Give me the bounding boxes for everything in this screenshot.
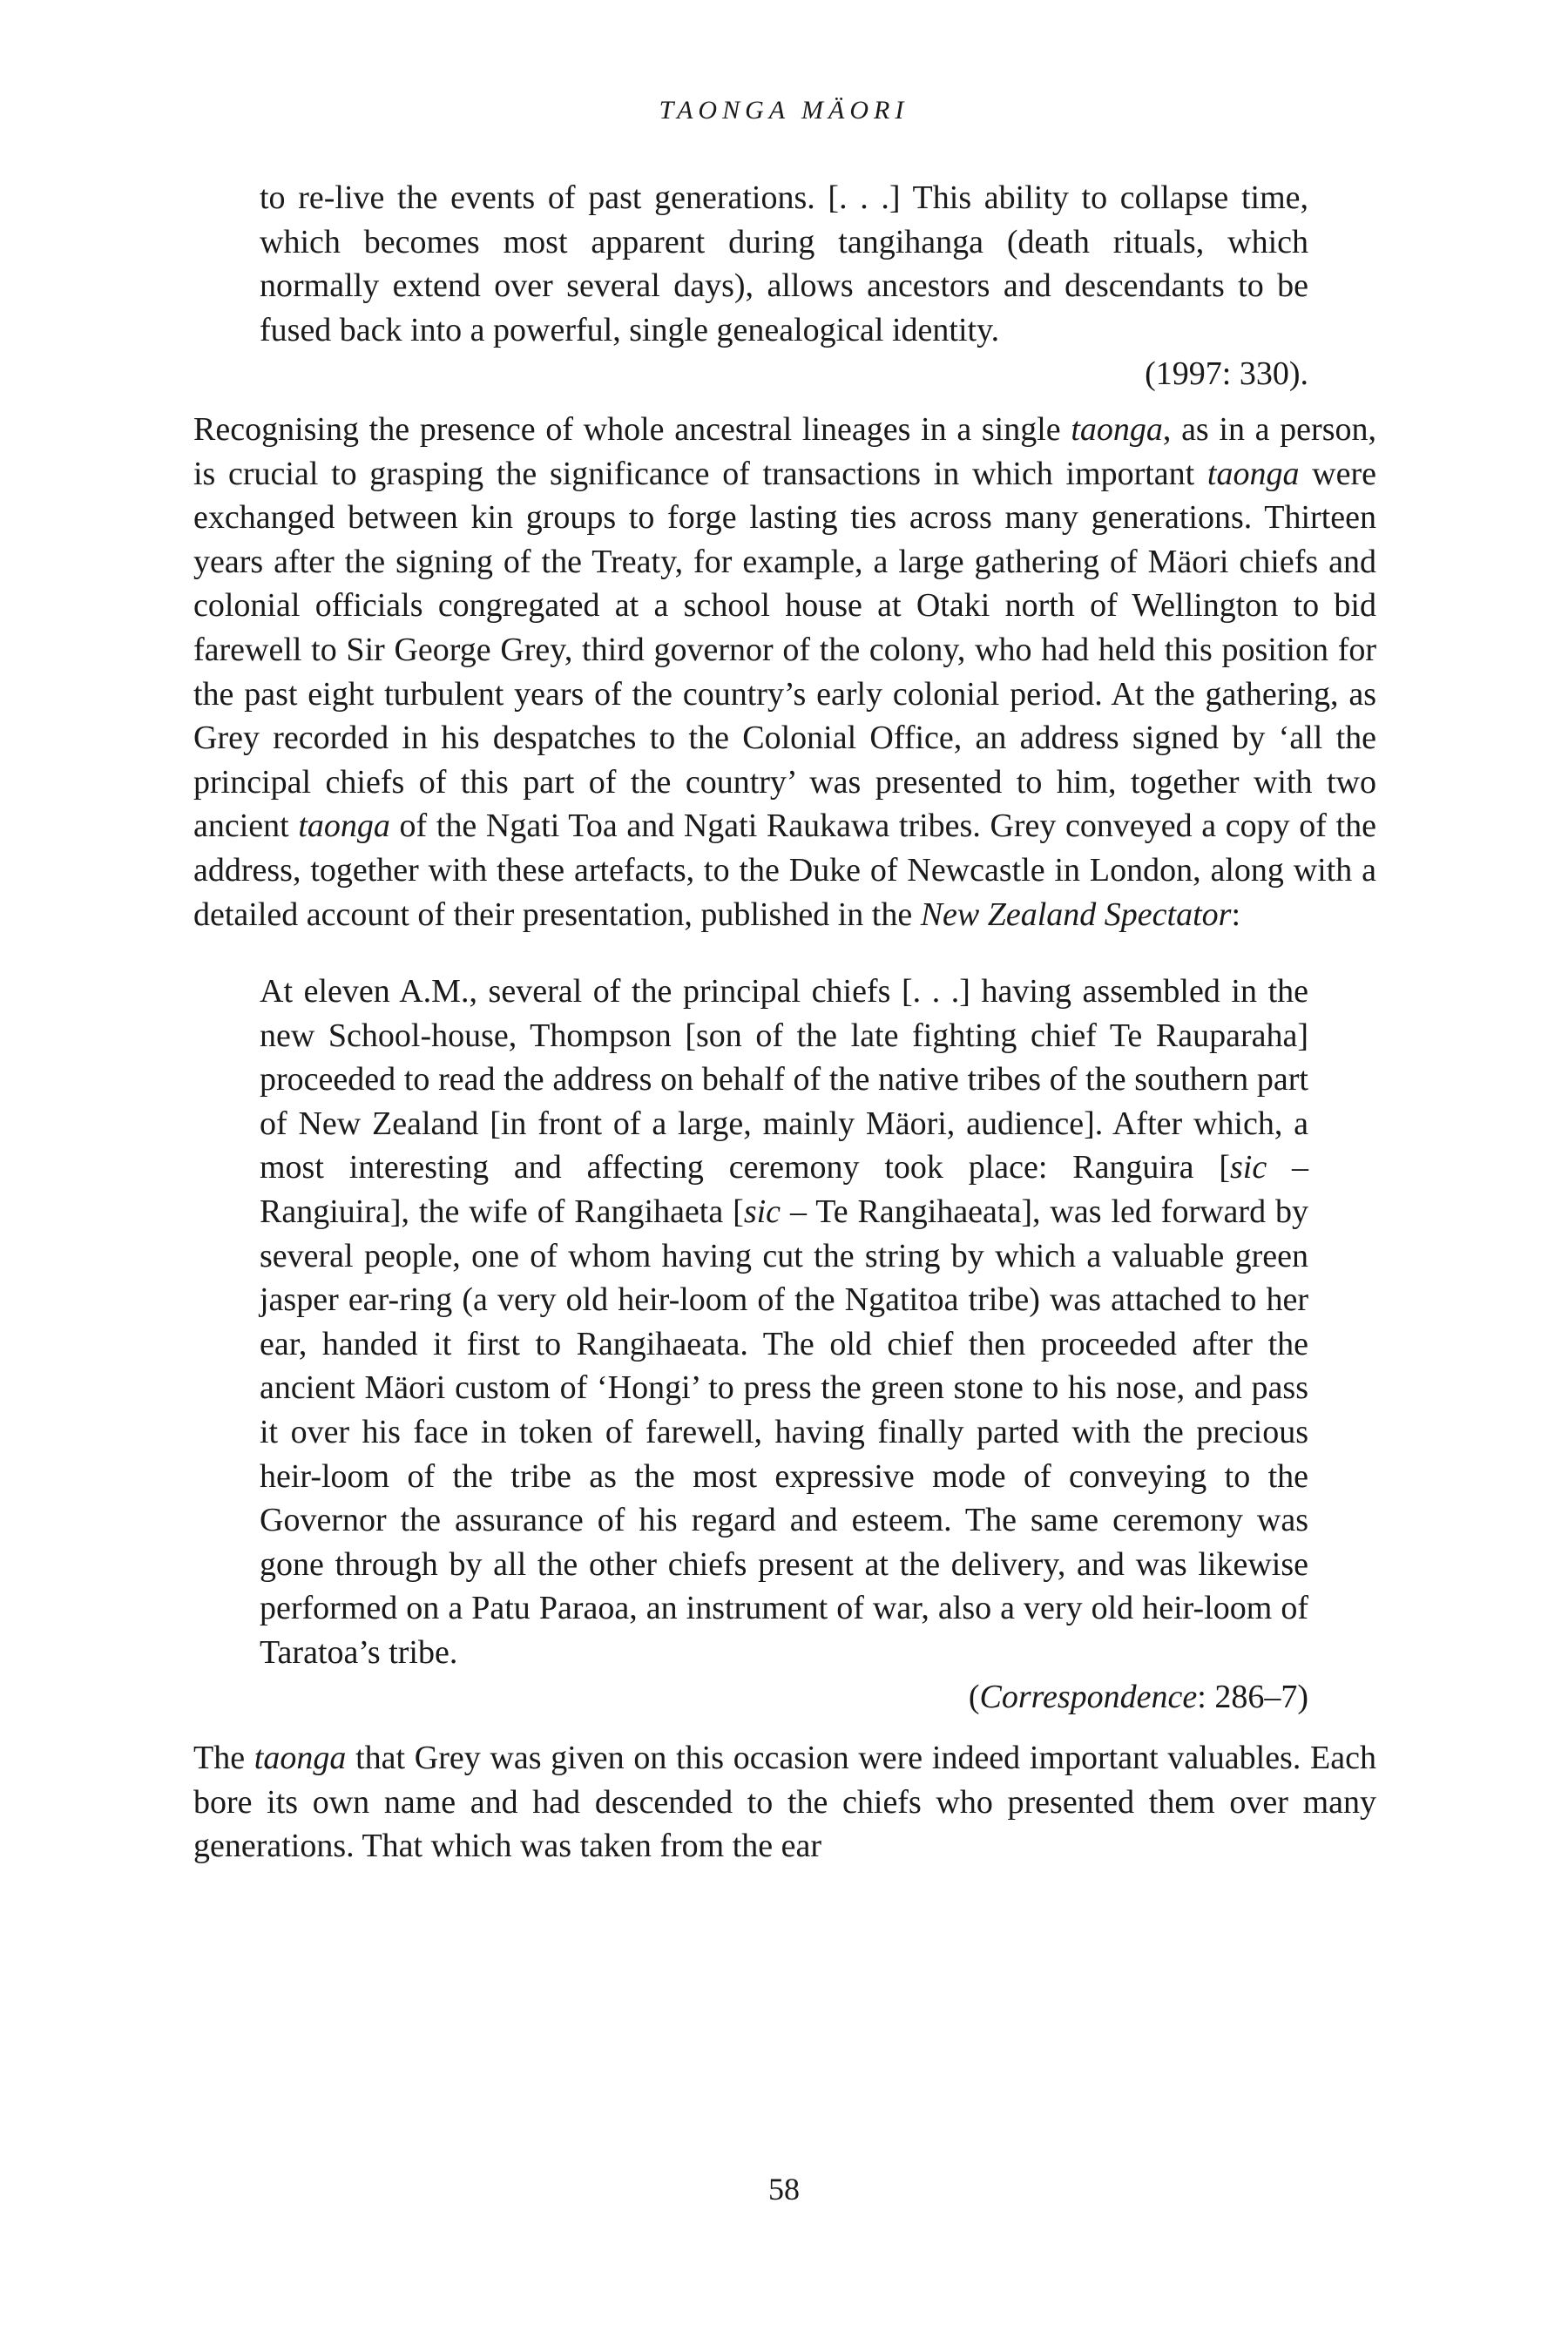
citation-title: Correspondence (979, 1678, 1198, 1715)
term-taonga: taonga (1071, 410, 1163, 448)
page-number: 58 (768, 2172, 800, 2207)
block-quote-marsden (260, 176, 1308, 396)
block-quote-citation: (1997: 330). (1145, 355, 1308, 393)
term-taonga: taonga (298, 808, 390, 845)
block-quote-text: to re-live the events of past generations. [. . .] This ability to collapse time, which becomes most apparent during tangihanga (death rituals, which normally extend over several days), allows ancestors and descendants to be fused back into a powerful, single genealogical identity. (260, 179, 1308, 348)
block-quote-spectator (260, 970, 1308, 1719)
term-sic: sic (743, 1193, 781, 1231)
block-quote-citation: (Correspondence: 286–7) (968, 1678, 1308, 1715)
term-taonga: taonga (1206, 455, 1300, 492)
block-quote-text: At eleven A.M., several of the principal chiefs [. . .] having assembled in the new School-house, Thompson [son of the late fighting chief Te Rauparaha] proceeded to read the address on behalf of the native tribes of the southern part of New Zealand [in front of a large, mainly Mäori, audience]. After which, a most interesting and affecting ceremony took place: Ranguira [sic – Rangiuira], the wife of Rangihaeta [sic – Te Rangihaeata], was led forward by several people, one of whom having cut the string by which a valuable green jasper ear-ring (a very old heir-loom of the Ngatitoa tribe) was attached to her ear, handed it first to Rangihaeata. The old chief then proceeded after the ancient Mäori custom of ‘Hongi’ to press the green stone to his nose, and pass it over his face in token of farewell, having finally parted with the precious heir-loom of the tribe as the most expressive mode of conveying to the Governor the assurance of his regard and esteem. The same ceremony was gone through by all the other chiefs present at the delivery, and was likewise performed on a Patu Paraoa, an instrument of war, also a very old heir-loom of Taratoa’s tribe. (260, 973, 1308, 1671)
publication-title: New Zealand Spectator (920, 896, 1232, 933)
page-body (193, 176, 1376, 1869)
paragraph-the-taonga: The taonga that Grey was given on this occasion were indeed important valuables. Each bore its own name and had descended to the chiefs who presented them over many generations. That which was taken from the ear (193, 1740, 1376, 1865)
term-taonga: taonga (253, 1740, 347, 1777)
paragraph-recognising: Recognising the presence of whole ancestral lineages in a single taonga, as in a person, is crucial to grasping the significance of transactions in which important taonga were exchanged between kin groups to forge lasting ties across many generations. Thirteen years after the signing of the Treaty, for example, a large gathering of Mäori chiefs and colonial officials congregated at a school house at Otaki north of Wellington to bid farewell to Sir George Grey, third governor of the colony, who had held this position for the past eight turbulent years of the country’s early colonial period. At the gathering, as Grey recorded in his despatches to the Colonial Office, an address signed by ‘all the principal chiefs of this part of the country’ was presented to him, together with two ancient taonga of the Ngati Toa and Ngati Raukawa tribes. Grey conveyed a copy of the address, together with these artefacts, to the Duke of Newcastle in London, along with a detailed account of their presentation, published in the New Zealand Spectator: (193, 410, 1377, 933)
running-head: TAONGA MÄORI (659, 96, 909, 125)
term-sic: sic (1229, 1149, 1267, 1186)
